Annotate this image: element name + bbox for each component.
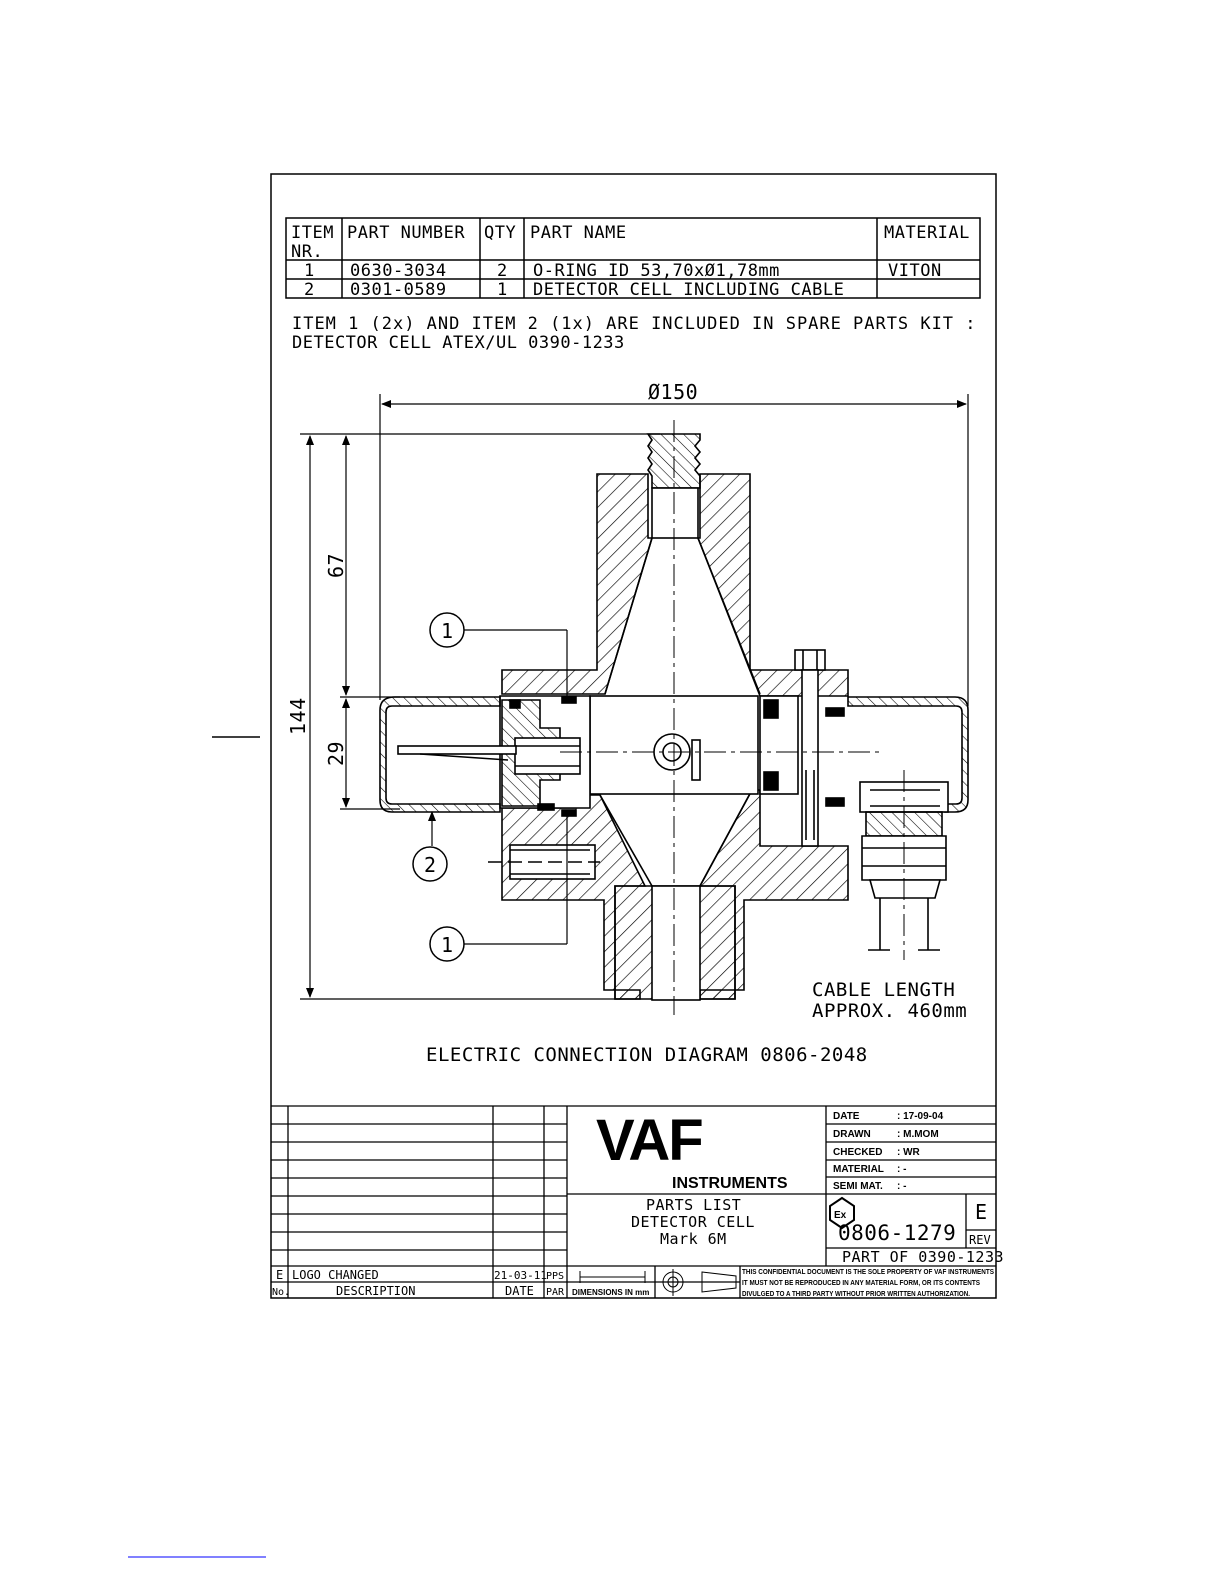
rev-header-description: DESCRIPTION <box>336 1284 416 1298</box>
o-ring-lower <box>562 810 576 816</box>
balloon-item1-bottom <box>430 927 464 961</box>
title-line3: Mark 6M <box>660 1230 727 1248</box>
spare-parts-note-line1: ITEM 1 (2x) AND ITEM 2 (1x) ARE INCLUDED IN SPARE PARTS KIT : <box>292 314 976 334</box>
row2-qty: 1 <box>497 280 508 300</box>
dim-diameter: Ø150 <box>648 380 699 404</box>
drawing-number: 0806-1279 <box>838 1221 957 1245</box>
spare-parts-note-line2: DETECTOR CELL ATEX/UL 0390-1233 <box>292 333 625 353</box>
confidential-line1: THIS CONFIDENTIAL DOCUMENT IS THE SOLE PROPERTY OF VAF INSTRUMENTS <box>742 1269 995 1276</box>
row1-qty: 2 <box>497 261 508 281</box>
rev-header-par: PAR <box>546 1287 565 1298</box>
bolt-head <box>795 650 825 670</box>
checked-value: : WR <box>897 1147 920 1158</box>
bolt-shank <box>802 670 818 846</box>
rev-label: REV <box>969 1233 991 1247</box>
balloon-text: 1 <box>441 619 454 643</box>
drawn-label: DRAWN <box>833 1129 871 1140</box>
row2-part-name: DETECTOR CELL INCLUDING CABLE <box>533 280 845 300</box>
body-upper-left <box>502 474 652 694</box>
dim-lower-height: 29 <box>324 740 348 766</box>
balloon-item2 <box>413 847 447 881</box>
rev-entry-par: PPS <box>546 1271 565 1282</box>
material-label: MATERIAL <box>833 1164 884 1175</box>
header-part-number: PART NUMBER <box>347 223 466 243</box>
row1-part-name: O-RING ID 53,70xØ1,78mm <box>533 261 780 281</box>
header-part-name: PART NAME <box>530 223 627 243</box>
row2-part-number: 0301-0589 <box>350 280 447 300</box>
date-value: : 17-09-04 <box>897 1111 944 1122</box>
header-material: MATERIAL <box>884 223 970 243</box>
semi-mat-value: : - <box>897 1181 907 1192</box>
part-of: PART OF 0390-1233 <box>842 1248 1005 1266</box>
dimensions-note: DIMENSIONS IN mm <box>572 1288 650 1297</box>
electric-connection-note: ELECTRIC CONNECTION DIAGRAM 0806-2048 <box>426 1044 868 1066</box>
rev-entry-date: 21-03-11 <box>494 1269 547 1282</box>
rev-header-no: No. <box>272 1287 291 1298</box>
drawn-value: : M.MOM <box>897 1129 939 1140</box>
instruments-logo: INSTRUMENTS <box>672 1175 788 1192</box>
row1-item: 1 <box>304 261 315 281</box>
dim-upper-height: 67 <box>324 552 348 578</box>
row2-item: 2 <box>304 280 315 300</box>
row1-part-number: 0630-3034 <box>350 261 447 281</box>
checked-label: CHECKED <box>833 1147 883 1158</box>
balloon-text: 1 <box>441 933 454 957</box>
cable-length-note-line2: APPROX. 460mm <box>812 1000 968 1022</box>
header-item: ITEM <box>291 223 334 243</box>
rev-header-date: DATE <box>505 1284 534 1298</box>
rev-entry-description: LOGO CHANGED <box>292 1268 379 1282</box>
vaf-logo: VAF <box>596 1108 702 1173</box>
row1-material: VITON <box>888 261 942 281</box>
balloon-item1-top <box>430 613 464 647</box>
revision-letter: E <box>975 1200 988 1224</box>
cable-length-note-line1: CABLE LENGTH <box>812 979 956 1001</box>
projection-symbol-icon <box>658 1269 740 1296</box>
title-line1: PARTS LIST <box>646 1196 742 1214</box>
balloon-text: 2 <box>424 853 437 877</box>
dim-total-height: 144 <box>286 697 310 735</box>
scale-bar-icon <box>580 1271 645 1283</box>
header-nr: NR. <box>291 242 324 262</box>
rev-entry-rev: E <box>276 1268 284 1282</box>
probe-pin <box>398 746 516 754</box>
material-value: : - <box>897 1164 907 1175</box>
semi-mat-label: SEMI MAT. <box>833 1181 883 1192</box>
o-ring-upper <box>562 697 576 703</box>
confidential-line2: IT MUST NOT BE REPRODUCED IN ANY MATERIAL FORM, OR ITS CONTENTS <box>742 1280 981 1287</box>
header-qty: QTY <box>484 223 517 243</box>
ex-symbol-text: Ex <box>834 1210 847 1221</box>
confidential-line3: DIVULGED TO A THIRD PARTY WITHOUT PRIOR WRITTEN AUTHORIZATION. <box>742 1291 971 1298</box>
title-line2: DETECTOR CELL <box>631 1213 755 1231</box>
date-label: DATE <box>833 1111 860 1122</box>
